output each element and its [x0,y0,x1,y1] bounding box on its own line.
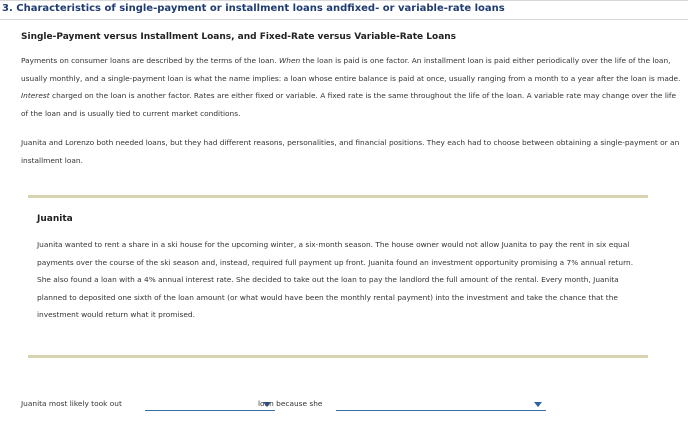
question-prefix: Juanita most likely took out [21,399,122,408]
case-divider-bottom [28,355,648,358]
case-name: Juanita [37,214,73,224]
intro-sentence-3: charged on the loan is another factor. Rates are either fixed or variable. A fixed rate is the same throughout the life of the loan. A variable rate may change over the life of the loan and is usually tied to current market conditions. [21,91,677,118]
reason-dropdown[interactable] [336,396,546,411]
case-paragraph: Juanita wanted to rent a share in a ski house for the upcoming winter, a six-month season. The house owner would not allow Juanita to pay the rent in six equal payments over the course of the ski season and, instead, required full payment up front. Juanita found an investment opportunity promising a 7% annual return. She also found a loan with a 4% annual interest rate. She decided to take out the loan to pay the landlord the full amount of the rental. Every month, Juanita planned to deposited one sixth of the loan amount (or what would have been the monthly rental payment) into the investment and take the chance that the investment would return what it promised. [37,240,634,319]
question-middle: loan because she [258,399,323,408]
subheading: Single-Payment versus Installment Loans, and Fixed-Rate versus Variable-Rate Loans [21,32,457,42]
question-suffix: . [537,399,540,408]
intro-paragraph [21,52,681,122]
section-title: 3. Characteristics of single-payment or installment loans andfixed- or variable-rate loans [0,0,688,20]
loan-type-dropdown[interactable] [145,396,275,411]
case-divider-top [28,195,648,198]
intro-sentence-1: Payments on consumer loans are described by the terms of the loan. [21,56,277,65]
intro-sentence-2: the loan is paid is one factor. An installment loan is paid either periodically over the life of the loan, usually monthly, and a single-payment loan is what the name implies: a loan whose entire balance is paid at once, usually ranging from a month to a year after the loan is made. [21,56,681,83]
intro-emphasis-interest: Interest [21,91,50,100]
intro-emphasis-when: When [278,56,301,65]
scenario-paragraph: Juanita and Lorenzo both needed loans, but they had different reasons, personalities, and financial positions. They each had to choose between obtaining a single-payment or an installment loan. [21,138,680,165]
